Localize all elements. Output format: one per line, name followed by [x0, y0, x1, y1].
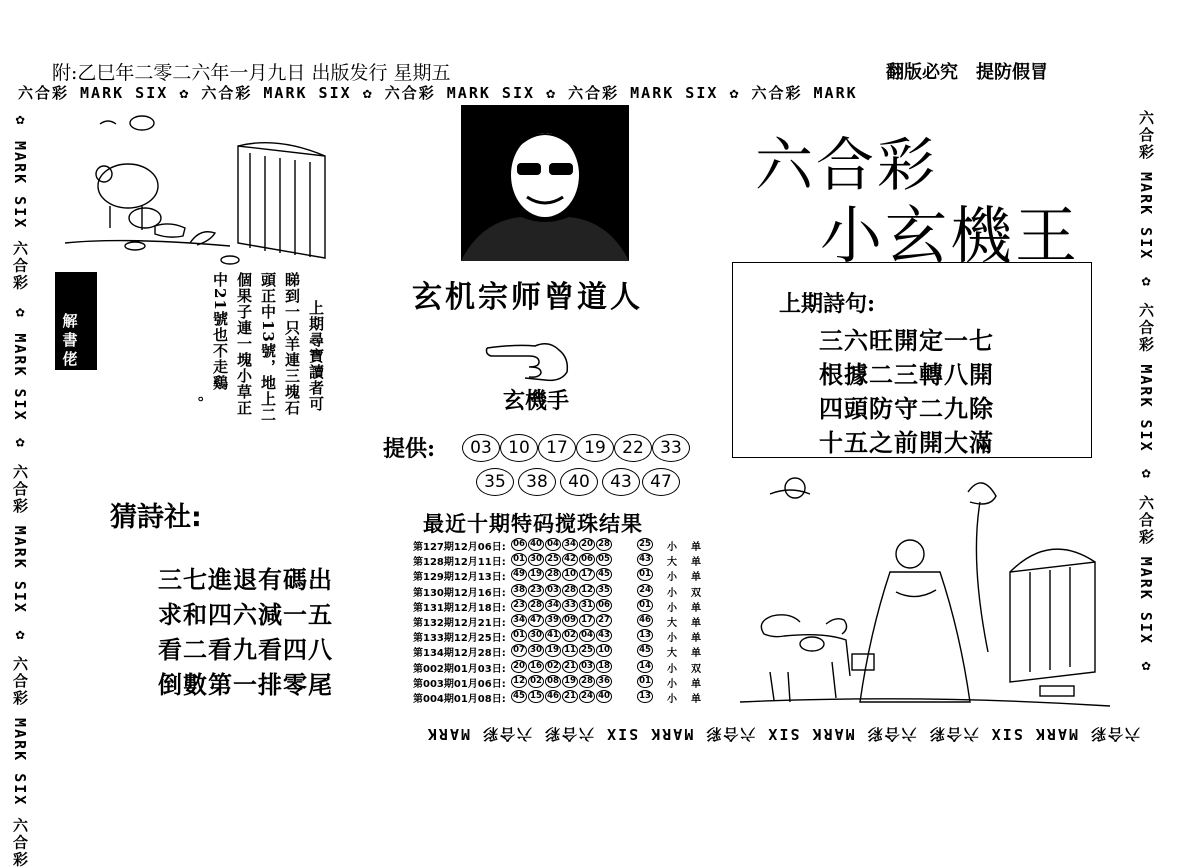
result-parity: 单 — [691, 694, 701, 705]
result-row — [413, 690, 713, 703]
result-period: 第004期01月08日: — [413, 694, 506, 705]
provide-number: 10 — [500, 434, 538, 462]
bottom-border-text: 六合彩 MARK SIX 六合彩 六合彩 MARK SIX 六合彩 MARK SIX 六合彩 六合彩 MARK — [425, 725, 1140, 743]
explain-col-1: 上期尋寶讀者可 — [307, 300, 325, 412]
master-portrait — [461, 105, 629, 261]
top-border-text: 六合彩 MARK SIX ✿ 六合彩 MARK SIX ✿ 六合彩 MARK SIX ✿ 六合彩 MARK SIX ✿ 六合彩 MARK — [18, 84, 858, 102]
result-size: 大 — [667, 648, 677, 660]
result-number: 21 — [562, 660, 578, 673]
result-parity: 单 — [691, 678, 701, 690]
master-name: 玄机宗师曾道人 — [412, 280, 643, 315]
explain-col-3: 頭正中13號，地上二 — [259, 272, 277, 423]
result-number: 40 — [596, 690, 612, 703]
result-number: 06 — [596, 599, 612, 612]
result-number: 49 — [511, 568, 527, 581]
result-number: 30 — [528, 629, 544, 642]
result-number: 09 — [562, 614, 578, 627]
result-special-number: 25 — [637, 538, 653, 551]
result-number: 35 — [596, 584, 612, 597]
result-number: 08 — [545, 675, 561, 688]
result-number: 34 — [511, 614, 527, 627]
guess-line: 看二看九看四八 — [158, 635, 333, 664]
result-number: 23 — [511, 599, 527, 612]
result-number: 43 — [596, 629, 612, 642]
provide-number: 19 — [576, 434, 614, 462]
last-poem-line: 四頭防守二九除 — [819, 394, 994, 423]
explain-col-4: 個果子連一塊小草正 — [235, 272, 253, 416]
sheep-illustration — [60, 108, 330, 268]
result-row — [413, 675, 713, 688]
result-number: 25 — [579, 644, 595, 657]
result-size: 小 — [667, 572, 677, 584]
result-number: 10 — [596, 644, 612, 657]
result-period: 第130期12月16日: — [413, 587, 506, 599]
result-parity: 双 — [691, 587, 701, 599]
provide-number: 35 — [476, 468, 514, 496]
result-number: 41 — [545, 629, 561, 642]
result-number: 10 — [562, 568, 578, 581]
result-number: 12 — [579, 584, 595, 597]
provide-number: 43 — [602, 468, 640, 496]
publish-line: 附:乙巳年二零二六年一月九日 出版发行 星期五 — [52, 62, 451, 84]
result-number: 28 — [562, 584, 578, 597]
provide-number: 38 — [518, 468, 556, 496]
result-number: 05 — [596, 553, 612, 566]
result-number: 02 — [545, 660, 561, 673]
result-number: 25 — [545, 553, 561, 566]
title-line-1: 六合彩 — [755, 131, 939, 199]
result-special-number: 13 — [637, 690, 653, 703]
result-number: 01 — [511, 629, 527, 642]
result-period: 第133期12月25日: — [413, 633, 506, 645]
explain-col-2: 睇到一只羊連三塊石 — [283, 272, 301, 416]
hand-label: 玄機手 — [503, 388, 570, 414]
result-number: 42 — [562, 553, 578, 566]
result-period: 第003期01月06日: — [413, 678, 506, 690]
result-number: 21 — [562, 690, 578, 703]
result-special-number: 01 — [637, 675, 653, 688]
result-row — [413, 629, 713, 645]
result-period: 第128期12月11日: — [413, 557, 506, 569]
result-period: 第134期12月28日: — [413, 648, 506, 660]
result-number: 34 — [562, 538, 578, 551]
result-number: 34 — [545, 599, 561, 612]
result-size: 小 — [667, 602, 677, 614]
result-row — [413, 660, 713, 673]
left-border-text: ✿ MARK SIX 六合彩 ✿ MARK SIX ✿ 六合彩 MARK SIX ✿ 六合彩 MARK SIX 六合彩 — [11, 110, 29, 868]
pointing-hand-icon — [485, 334, 573, 382]
result-period: 第131期12月18日: — [413, 602, 506, 614]
result-number: 28 — [528, 599, 544, 612]
result-number: 04 — [579, 629, 595, 642]
result-number: 01 — [511, 553, 527, 566]
result-number: 11 — [562, 644, 578, 657]
result-number: 31 — [579, 599, 595, 612]
result-number: 47 — [528, 614, 544, 627]
result-special-number: 01 — [637, 568, 653, 581]
explain-col-6: 。 — [187, 396, 205, 412]
guess-heading: 猜詩社: — [110, 502, 202, 533]
result-parity: 双 — [691, 663, 701, 675]
result-number: 46 — [545, 690, 561, 703]
result-special-number: 01 — [637, 599, 653, 612]
result-period: 第129期12月13日: — [413, 572, 506, 584]
result-number: 45 — [596, 568, 612, 581]
warning-fake: 提防假冒 — [976, 62, 1048, 83]
result-number: 23 — [528, 584, 544, 597]
result-number: 02 — [562, 629, 578, 642]
result-number: 04 — [545, 538, 561, 551]
result-row — [413, 538, 713, 551]
result-special-number: 13 — [637, 629, 653, 642]
right-border-text: 六合彩 MARK SIX ✿ 六合彩 MARK SIX ✿ 六合彩 MARK SIX ✿ — [1137, 110, 1155, 676]
sage-dog-illustration — [740, 472, 1120, 712]
result-number: 33 — [562, 599, 578, 612]
results-title: 最近十期特码搅珠结果 — [423, 511, 643, 536]
result-period: 第132期12月21日: — [413, 618, 506, 629]
result-row — [413, 614, 713, 627]
result-number: 06 — [511, 538, 527, 551]
result-number: 45 — [511, 690, 527, 703]
result-number: 17 — [579, 568, 595, 581]
guess-line: 倒數第一排零尾 — [158, 670, 333, 699]
result-special-number: 46 — [637, 614, 653, 627]
result-number: 28 — [596, 538, 612, 551]
provide-number: 33 — [652, 434, 690, 462]
result-parity: 单 — [691, 602, 701, 614]
result-row — [413, 553, 713, 569]
result-number: 19 — [562, 675, 578, 688]
badge-char: 書 — [62, 331, 78, 349]
result-number: 18 — [596, 660, 612, 673]
result-parity: 单 — [691, 557, 701, 569]
result-number: 36 — [596, 675, 612, 688]
result-number: 02 — [528, 675, 544, 688]
result-size: 小 — [667, 542, 677, 553]
result-number: 27 — [596, 614, 612, 627]
result-number: 06 — [579, 553, 595, 566]
result-size: 小 — [667, 587, 677, 599]
result-row — [413, 599, 713, 612]
result-period: 第127期12月06日: — [413, 542, 506, 553]
result-number: 07 — [511, 644, 527, 657]
guess-line: 三七進退有碼出 — [158, 565, 333, 594]
result-special-number: 24 — [637, 584, 653, 597]
result-number: 30 — [528, 553, 544, 566]
provide-number: 22 — [614, 434, 652, 462]
provide-label: 提供: — [383, 436, 436, 462]
result-special-number: 14 — [637, 660, 653, 673]
last-poem-line: 三六旺開定一七 — [819, 326, 994, 355]
provide-number: 40 — [560, 468, 598, 496]
result-number: 30 — [528, 644, 544, 657]
title-line-2: 小玄機王 — [820, 199, 1081, 272]
result-size: 小 — [667, 678, 677, 690]
result-number: 38 — [511, 584, 527, 597]
last-poem-line: 十五之前開大滿 — [819, 428, 994, 457]
result-special-number: 43 — [637, 553, 653, 566]
result-period: 第002期01月03日: — [413, 663, 506, 675]
result-number: 03 — [545, 584, 561, 597]
result-number: 28 — [579, 675, 595, 688]
result-number: 28 — [545, 568, 561, 581]
result-size: 大 — [667, 618, 677, 629]
result-number: 40 — [528, 538, 544, 551]
last-poem-line: 根據二三轉八開 — [819, 360, 994, 389]
result-number: 24 — [579, 690, 595, 703]
result-number: 03 — [579, 660, 595, 673]
result-parity: 单 — [691, 633, 701, 645]
result-number: 19 — [528, 568, 544, 581]
result-row — [413, 644, 713, 660]
badge-char: 解 — [62, 312, 78, 330]
result-parity: 单 — [691, 572, 701, 584]
result-row — [413, 568, 713, 584]
result-number: 17 — [579, 614, 595, 627]
explainer-badge-label — [60, 312, 80, 369]
result-number: 20 — [511, 660, 527, 673]
provide-number: 17 — [538, 434, 576, 462]
result-special-number: 45 — [637, 644, 653, 657]
result-row — [413, 584, 713, 597]
badge-char: 佬 — [62, 350, 78, 368]
result-number: 16 — [528, 660, 544, 673]
guess-line: 求和四六減一五 — [158, 600, 333, 629]
result-number: 12 — [511, 675, 527, 688]
last-poem-box — [732, 262, 1092, 458]
warning-piracy: 翻版必究 — [886, 62, 958, 83]
result-parity: 单 — [691, 648, 701, 660]
warning-text — [886, 58, 1066, 84]
result-size: 小 — [667, 633, 677, 645]
provide-number: 47 — [642, 468, 680, 496]
provide-number: 03 — [462, 434, 500, 462]
result-size: 小 — [667, 694, 677, 705]
result-number: 39 — [545, 614, 561, 627]
last-poem-label: 上期詩句: — [779, 291, 876, 317]
result-parity: 单 — [691, 542, 701, 553]
result-size: 大 — [667, 557, 677, 569]
result-size: 小 — [667, 663, 677, 675]
result-number: 15 — [528, 690, 544, 703]
explain-col-5: 中21號也不走鷄 — [211, 272, 229, 391]
result-parity: 单 — [691, 618, 701, 629]
result-number: 20 — [579, 538, 595, 551]
result-number: 19 — [545, 644, 561, 657]
